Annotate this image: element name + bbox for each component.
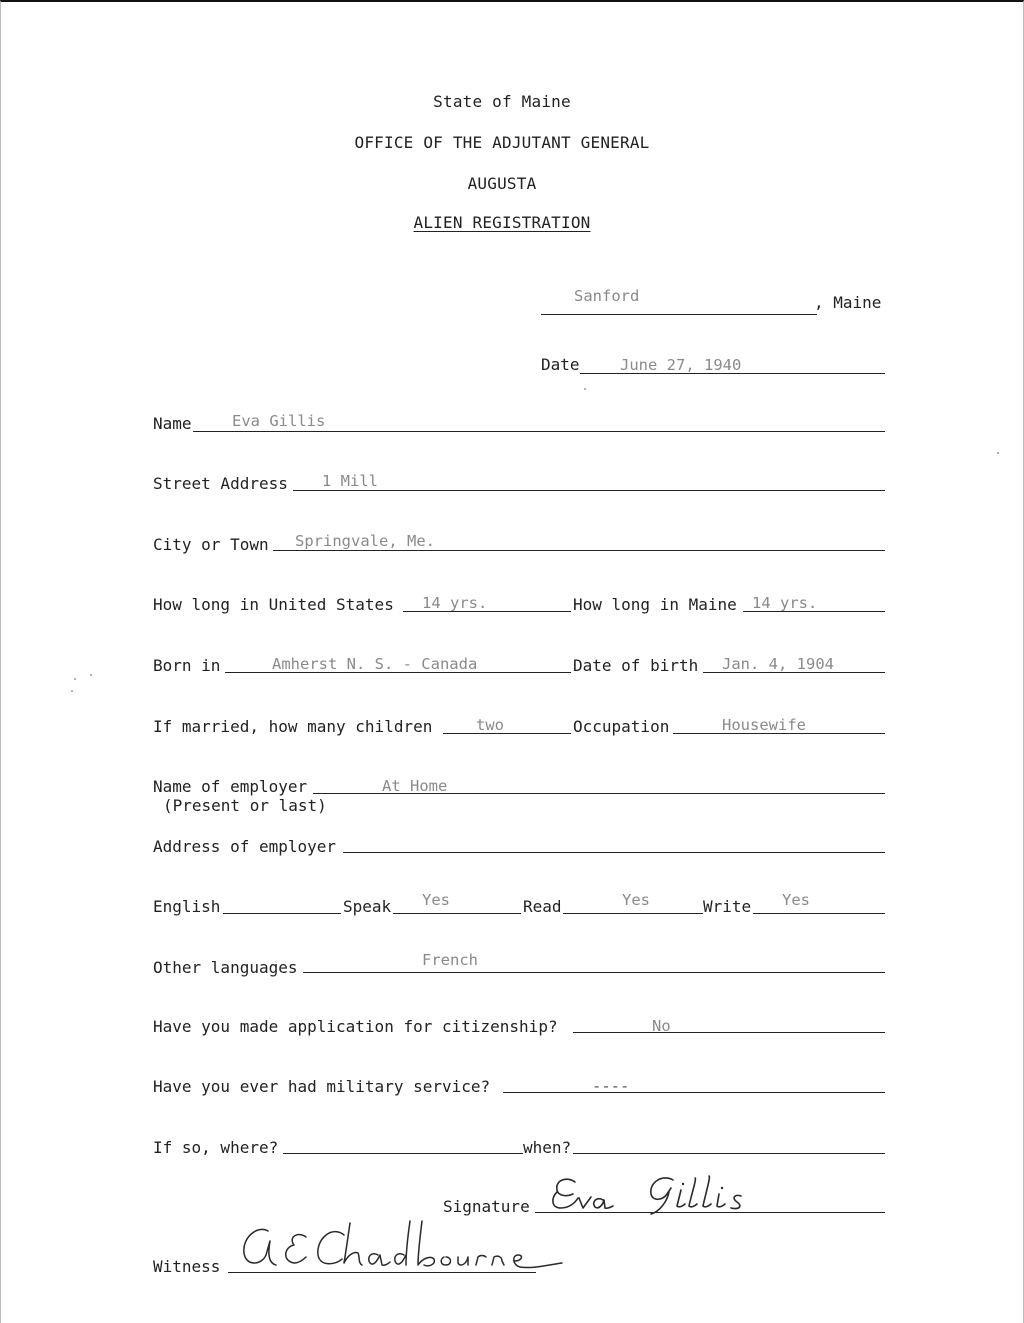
header-office: OFFICE OF THE ADJUTANT GENERAL [354,133,650,152]
military-value: ---- [592,1077,630,1095]
form-title: ALIEN REGISTRATION [413,213,591,232]
born-value: Amherst N. S. - Canada [272,655,478,673]
read-value: Yes [622,891,650,909]
write-label: Write [703,897,752,916]
city-line [273,550,885,551]
maine-duration-value: 14 yrs. [752,594,818,612]
occupation-value: Housewife [722,716,806,734]
speak-label: Speak [343,897,392,916]
write-value: Yes [782,891,810,909]
date-value: June 27, 1940 [620,356,742,374]
employer-label: Name of employer [153,777,308,796]
city-label: City or Town [153,535,269,554]
maine-duration-label: How long in Maine [573,595,737,614]
children-value: two [476,716,504,734]
other-languages-line [303,972,885,973]
scan-speck [74,678,76,680]
location-line [541,314,817,315]
when-label: when? [523,1138,572,1157]
header-state: State of Maine [433,92,571,111]
other-languages-value: French [422,951,478,969]
dob-label: Date of birth [573,656,699,675]
signature-label: Signature [443,1197,530,1216]
write-line [753,913,885,914]
employer-sublabel: (Present or last) [163,796,327,815]
occupation-label: Occupation [573,717,670,736]
when-line [573,1153,885,1154]
citizenship-value: No [652,1017,671,1035]
us-duration-value: 14 yrs. [422,594,488,612]
employer-address-line [343,852,885,853]
military-line [503,1092,885,1093]
street-value: 1 Mill [322,472,378,490]
witness-label: Witness [153,1257,221,1276]
signature-handwriting [545,1168,785,1220]
scan-speck [997,452,999,454]
english-label: English [153,897,221,916]
read-label: Read [523,897,562,916]
other-languages-label: Other languages [153,958,298,977]
children-line [443,733,571,734]
header-city: AUGUSTA [467,174,537,193]
born-label: Born in [153,656,221,675]
date-label: Date [541,355,580,374]
location-state: , Maine [814,293,882,312]
city-value: Springvale, Me. [295,532,435,550]
speak-value: Yes [422,891,450,909]
witness-handwriting [232,1215,572,1285]
speak-line [393,913,521,914]
scan-speck [90,674,92,676]
location-value: Sanford [574,287,640,305]
us-duration-label: How long in United States [153,595,394,614]
scan-speck [584,388,586,390]
where-label: If so, where? [153,1138,279,1157]
citizenship-label: Have you made application for citizenship? [153,1017,558,1036]
military-label: Have you ever had military service? [153,1077,491,1096]
where-line [283,1153,523,1154]
citizenship-line [573,1032,885,1033]
dob-value: Jan. 4, 1904 [722,655,834,673]
name-value: Eva Gillis [232,412,326,430]
read-line [563,913,703,914]
street-line [293,490,885,491]
street-label: Street Address [153,474,288,493]
name-line [193,431,885,432]
english-line [223,913,341,914]
name-label: Name [153,414,192,433]
employer-address-label: Address of employer [153,837,337,856]
scan-speck [71,690,73,692]
employer-value: At Home [382,777,448,795]
children-label: If married, how many children [153,717,433,736]
